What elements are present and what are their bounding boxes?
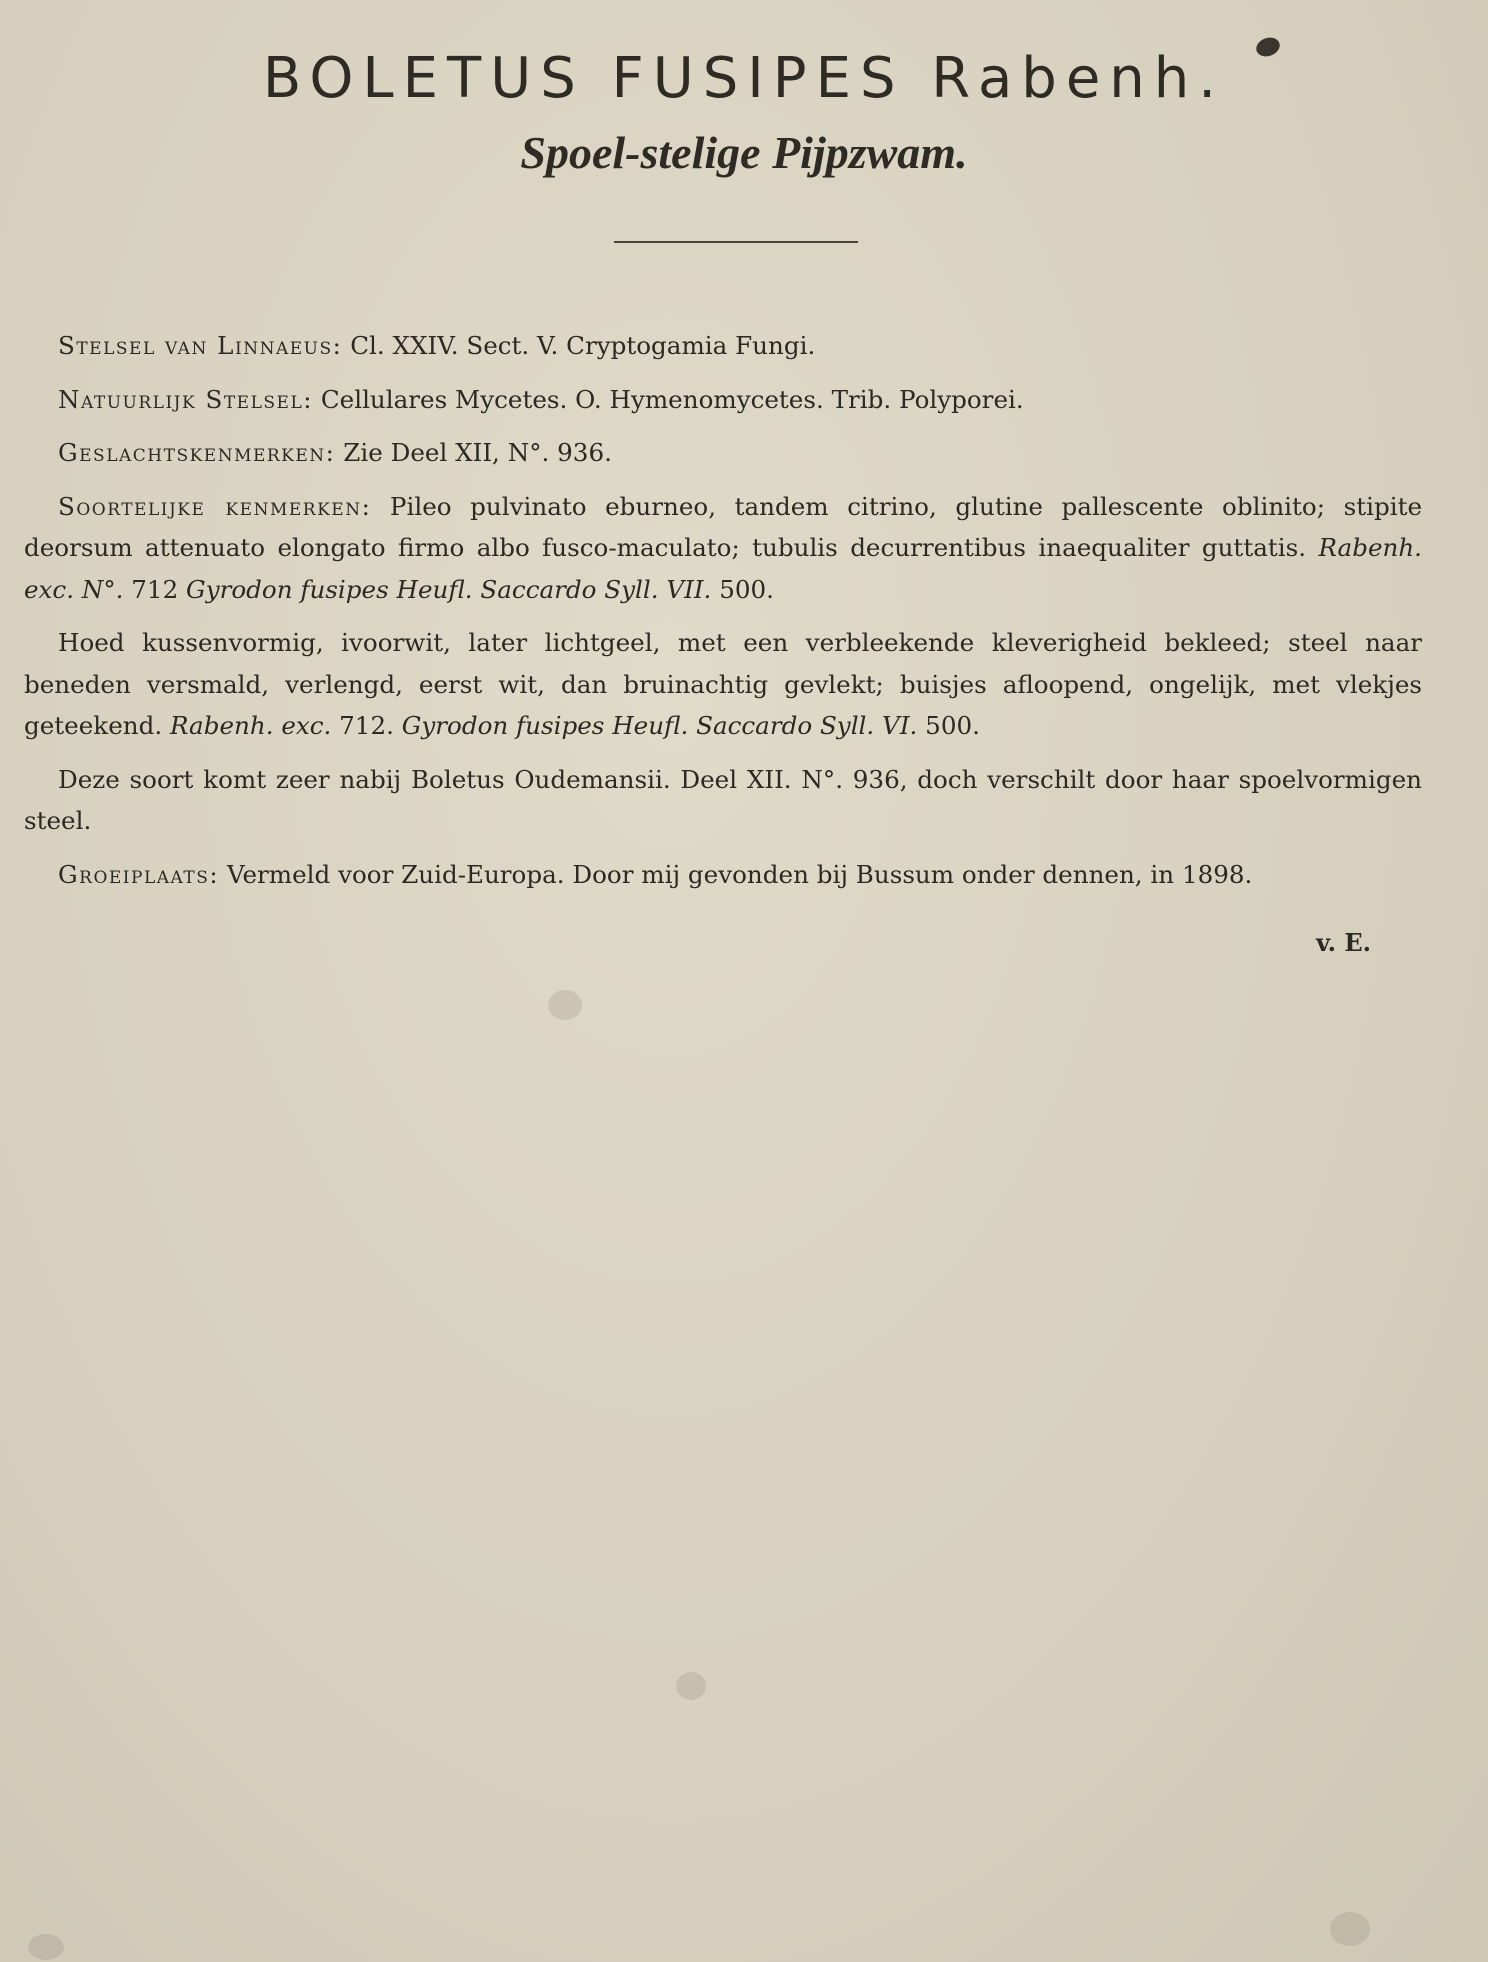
genus-text: Zie Deel XII, N°. 936. xyxy=(335,438,612,467)
paper-speck xyxy=(548,990,582,1020)
description-paragraph xyxy=(24,622,1422,747)
habitat-label: Groeiplaats: xyxy=(58,859,220,889)
species-paragraph xyxy=(24,486,1422,611)
description-ref-name: Gyrodon fusipes Heufl. Saccardo Syll. VI. xyxy=(401,711,918,740)
author-signature: v. E. xyxy=(1316,928,1371,957)
linnaeus-paragraph xyxy=(24,325,1422,367)
habitat-paragraph xyxy=(24,854,1422,896)
natural-system-label: Natuurlijk Stelsel: xyxy=(58,384,314,414)
species-ref-author: Rabenh. exc. N°. xyxy=(24,533,1422,604)
species-ref-name: Gyrodon fusipes Heufl. Saccardo Syll. VII. xyxy=(186,574,712,604)
species-text: Pileo pulvinato eburneo, tandem citrino, glutine pallescente oblinito; stipite deorsum attenuato elongato firmo albo fusco-maculato; tubulis decurrentibus inaequaliter guttatis. xyxy=(24,491,1423,562)
title-divider xyxy=(614,241,858,243)
description-ref-page: 500. xyxy=(917,711,980,740)
page-subtitle: Spoel-stelige Pijpzwam. xyxy=(520,127,968,178)
document-body xyxy=(24,325,1422,907)
natural-system-paragraph xyxy=(24,379,1422,421)
genus-paragraph xyxy=(24,432,1422,474)
species-ref-number: 712 xyxy=(123,574,187,604)
description-text: Hoed kussenvormig, ivoorwit, later lichtgeel, met een verbleekende kleverigheid bekleed; steel naar beneden versmald, verlengd, eerst wit, dan bruinachtig gevlekt; buisjes afloopend, ongelijk, met vlekjes geteekend. xyxy=(24,628,1422,740)
genus-label: Geslachtskenmerken: xyxy=(58,438,336,467)
species-ref-page: 500. xyxy=(711,574,774,604)
habitat-text: Vermeld voor Zuid-Europa. Door mij gevonden bij Bussum onder dennen, in 1898. xyxy=(219,859,1253,889)
linnaeus-text: Cl. XXIV. Sect. V. Cryptogamia Fungi. xyxy=(342,331,816,360)
species-label: Soortelijke kenmerken: xyxy=(58,491,372,521)
paper-speck xyxy=(1330,1912,1370,1946)
comparison-paragraph: Deze soort komt zeer nabij Boletus Oudemansii. Deel XII. N°. 936, doch verschilt door haar spoelvormigen steel. xyxy=(24,764,1422,835)
paper-speck xyxy=(676,1672,706,1700)
linnaeus-label: Stelsel van Linnaeus: xyxy=(58,331,343,360)
description-ref-number: 712. xyxy=(331,711,402,740)
paper-speck xyxy=(28,1934,64,1960)
page-title: BOLETUS FUSIPES Rabenh. xyxy=(262,46,1226,111)
natural-system-text: Cellulares Mycetes. O. Hymenomycetes. Trib. Polyporei. xyxy=(313,384,1024,414)
description-ref-author: Rabenh. exc. xyxy=(169,711,332,740)
